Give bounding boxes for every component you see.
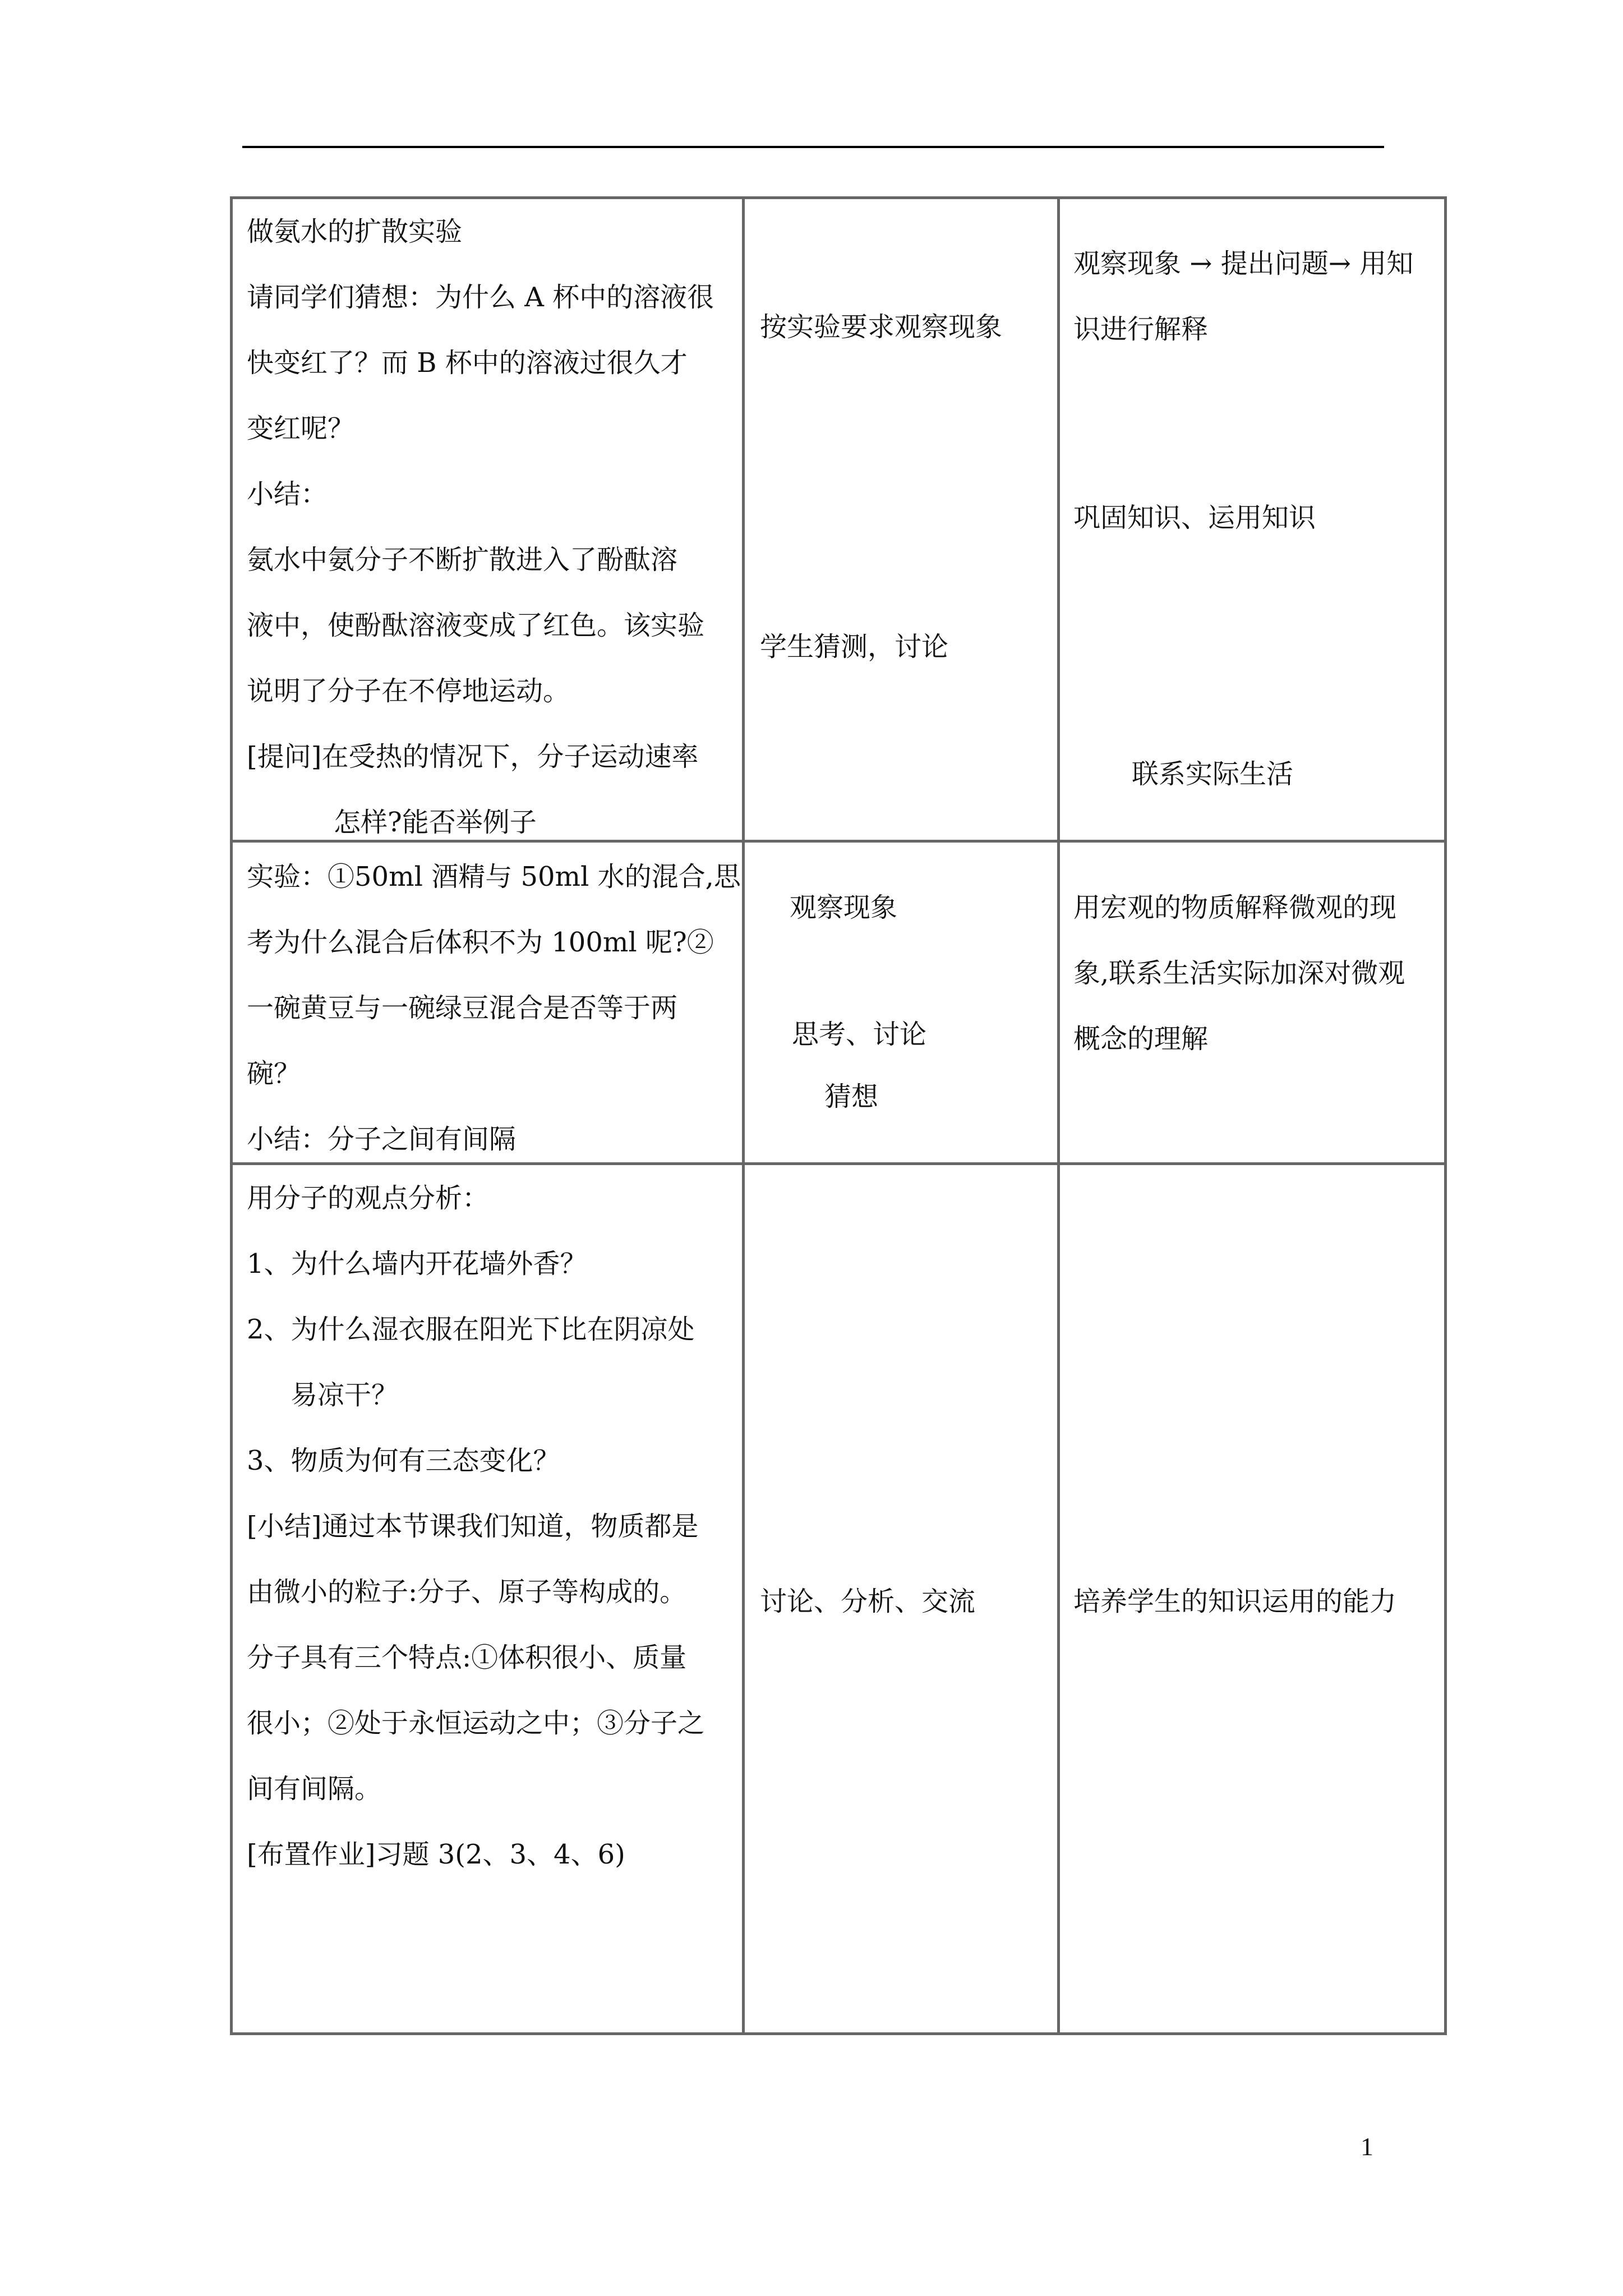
intent-line: 识进行解释 [1073, 314, 1209, 345]
row2-student-text: 思考、讨论 [792, 1019, 927, 1050]
teacher-line: 3、物质为何有三态变化？ [247, 1445, 560, 1476]
row1-intent-text: 联系实际生活 [1132, 758, 1294, 790]
row1-student-text: 学生猜测，讨论 [760, 631, 949, 662]
teacher-line: 做氨水的扩散实验 [247, 216, 463, 247]
row2-teacher-cell [247, 844, 741, 1172]
row3-intent-text: 培养学生的知识运用的能力 [1073, 1586, 1397, 1617]
teacher-line: 易凉干？ [291, 1379, 399, 1411]
row2-student-text: 观察现象 [790, 892, 898, 923]
column-divider-1 [742, 196, 745, 2035]
column-divider-2 [1057, 196, 1060, 2035]
teacher-line: 液中，使酚酞溶液变成了红色。该实验 [247, 610, 705, 641]
header-rule [242, 146, 1384, 148]
teacher-line: 用分子的观点分析： [247, 1182, 490, 1214]
page-number: 1 [1361, 2132, 1373, 2161]
teacher-line: 请同学们猜想：为什么 A 杯中的溶液很 [247, 282, 714, 313]
row1-intent-cell [1073, 231, 1413, 362]
teacher-line: 很小；②处于永恒运动之中；③分子之 [247, 1708, 705, 1739]
row1-teacher-cell [247, 199, 714, 855]
intent-line: 用宏观的物质解释微观的现 [1073, 892, 1397, 923]
teacher-line: [小结]通过本节课我们知道，物质都是 [247, 1511, 699, 1542]
row1-intent-text: 巩固知识、运用知识 [1073, 502, 1316, 533]
teacher-line: 考为什么混合后体积不为 100ml 呢?② [247, 927, 714, 958]
teacher-line: 变红呢？ [247, 413, 355, 444]
teacher-line: 快变红了？而 B 杯中的溶液过很久才 [247, 347, 688, 379]
intent-line: 概念的理解 [1073, 1023, 1209, 1055]
teacher-line: 间有间隔。 [247, 1773, 382, 1805]
teacher-line: 1、为什么墙内开花墙外香？ [247, 1248, 587, 1280]
teacher-line: 小结：分子之间有间隔 [247, 1124, 517, 1155]
teacher-line: [布置作业]习题 3(2、3、4、6) [247, 1839, 625, 1870]
row2-student-text: 猜想 [824, 1081, 879, 1112]
teacher-line: 氨水中氨分子不断扩散进入了酚酞溶 [247, 544, 678, 576]
intent-line: 观察现象 → 提出问题→ 用知 [1073, 248, 1414, 279]
intent-line: 象,联系生活实际加深对微观 [1073, 958, 1405, 989]
teacher-line: 分子具有三个特点:①体积很小、质量 [247, 1642, 687, 1673]
teacher-line: 实验：①50ml 酒精与 50ml 水的混合,思 [247, 861, 741, 892]
row3-teacher-cell [247, 1166, 704, 1888]
teacher-line: 一碗黄豆与一碗绿豆混合是否等于两 [247, 992, 678, 1024]
teacher-line: 碗？ [247, 1058, 301, 1089]
teacher-line: 2、为什么湿衣服在阳光下比在阴凉处 [247, 1314, 695, 1345]
teacher-line: 怎样?能否举例子 [334, 807, 537, 838]
teacher-line: 小结： [247, 478, 328, 510]
teacher-line: [提问]在受热的情况下，分子运动速率 [247, 741, 699, 772]
teacher-line: 由微小的粒子:分子、原子等构成的。 [247, 1576, 687, 1608]
row2-intent-cell [1073, 875, 1405, 1072]
teacher-line: 说明了分子在不停地运动。 [247, 675, 570, 707]
row1-student-text: 按实验要求观察现象 [760, 311, 1003, 343]
row3-student-text: 讨论、分析、交流 [760, 1586, 976, 1617]
